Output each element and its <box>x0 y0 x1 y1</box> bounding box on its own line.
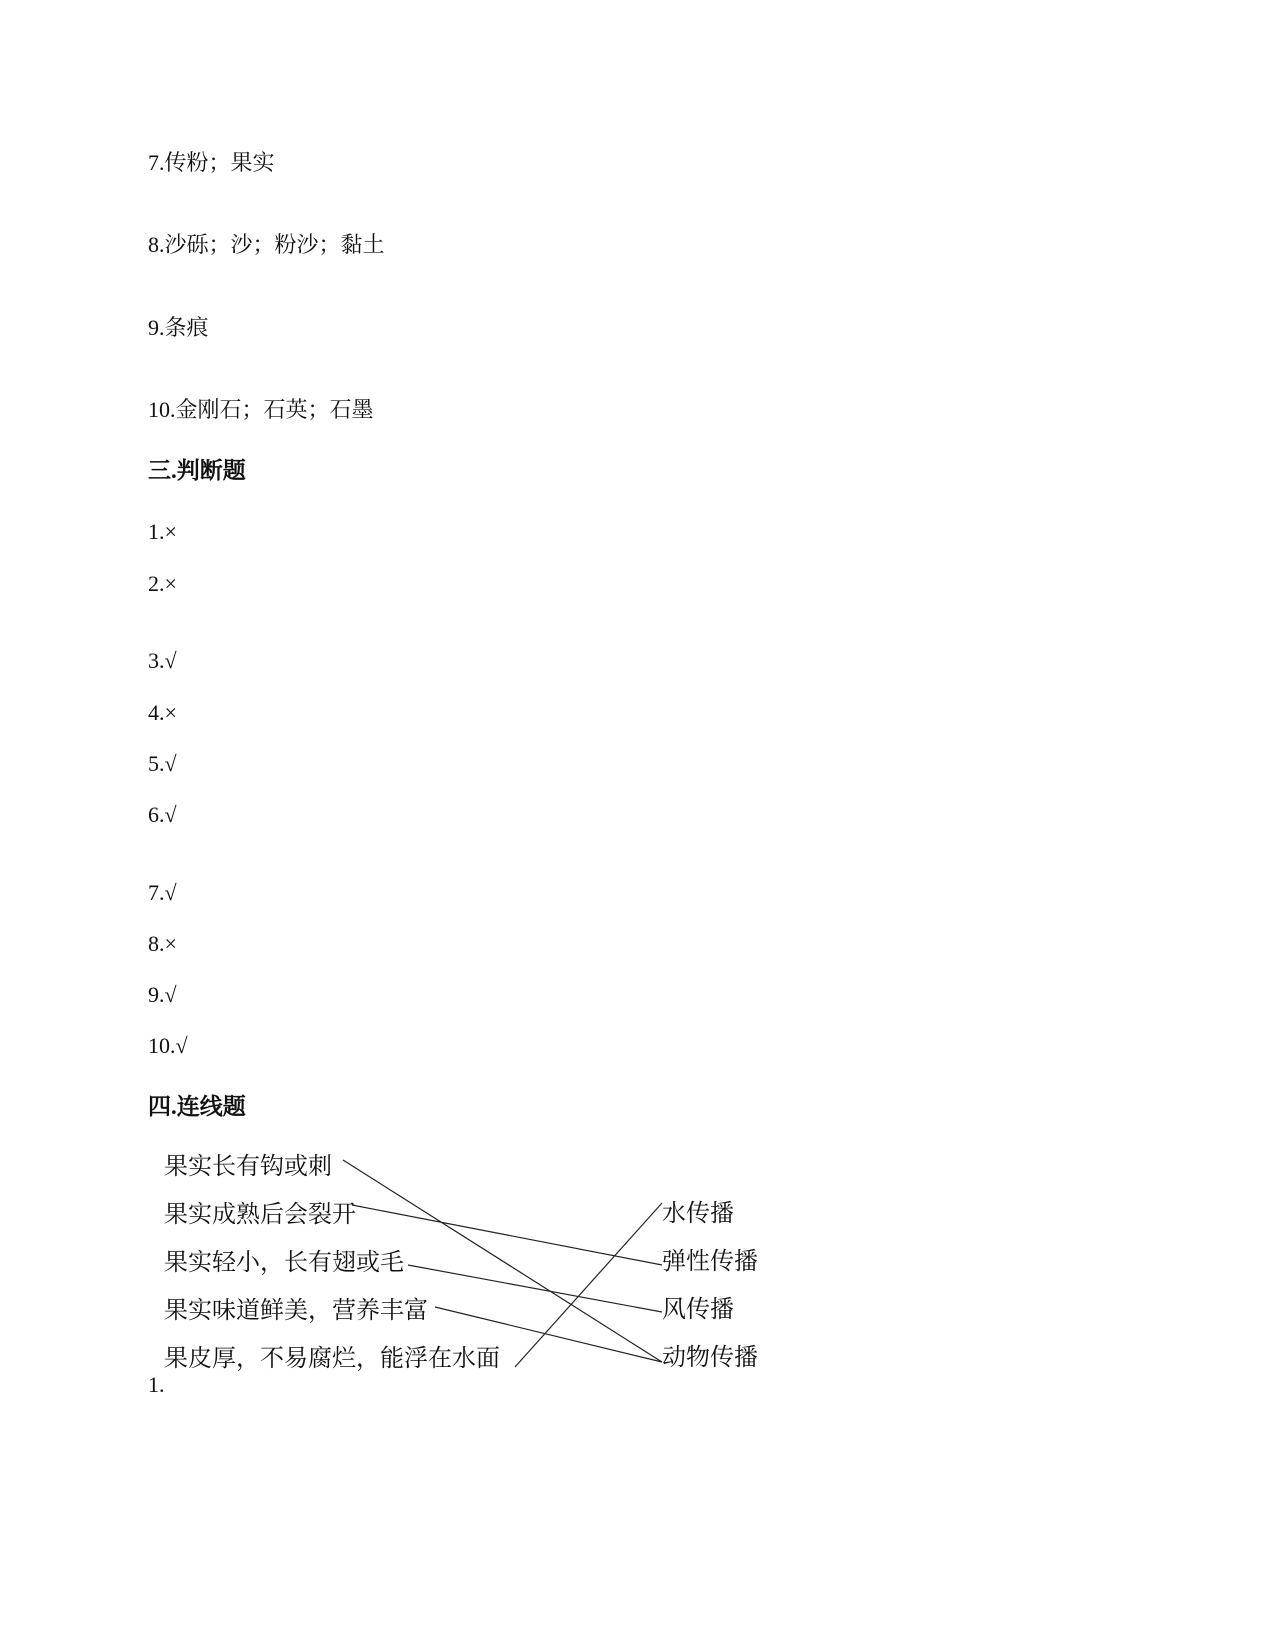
judgement-answer-3: 3.√ <box>148 648 177 673</box>
match-connector-line <box>408 1265 662 1312</box>
judgement-answer-6: 6.√ <box>148 802 177 827</box>
judgement-answer-10: 10.√ <box>148 1033 188 1058</box>
judgement-answer-8: 8.× <box>148 931 177 956</box>
fill-answer-7: 7.传粉；果实 <box>148 150 275 175</box>
judgement-answer-9: 9.√ <box>148 982 177 1007</box>
match-right-item: 水传播 <box>662 1199 734 1227</box>
fill-answer-9: 9.条痕 <box>148 315 209 340</box>
fill-answer-10: 10.金刚石；石英；石墨 <box>148 397 374 422</box>
judgement-answer-4: 4.× <box>148 700 177 725</box>
match-left-item: 果皮厚，不易腐烂，能浮在水面 <box>164 1344 500 1372</box>
match-connector-line <box>435 1307 662 1362</box>
match-connector-line <box>352 1205 662 1265</box>
match-right-item: 风传播 <box>662 1295 734 1323</box>
match-connector-line <box>343 1160 662 1362</box>
fill-answer-8: 8.沙砾；沙；粉沙；黏土 <box>148 232 385 257</box>
match-left-item: 果实成熟后会裂开 <box>164 1200 356 1228</box>
match-left-item: 果实轻小，长有翅或毛 <box>164 1248 404 1276</box>
match-left-item: 果实味道鲜美，营养丰富 <box>164 1296 428 1324</box>
section-title-judgement: 三.判断题 <box>148 458 246 483</box>
match-right-item: 弹性传播 <box>662 1247 758 1275</box>
matching-answer-label: 1. <box>148 1372 165 1397</box>
match-connector-line <box>515 1203 662 1367</box>
judgement-answer-2: 2.× <box>148 571 177 596</box>
section-title-matching: 四.连线题 <box>148 1094 246 1119</box>
match-left-item: 果实长有钩或刺 <box>164 1152 332 1180</box>
judgement-answer-7: 7.√ <box>148 880 177 905</box>
judgement-answer-1: 1.× <box>148 519 177 544</box>
judgement-answer-5: 5.√ <box>148 751 177 776</box>
match-right-item: 动物传播 <box>662 1343 758 1371</box>
